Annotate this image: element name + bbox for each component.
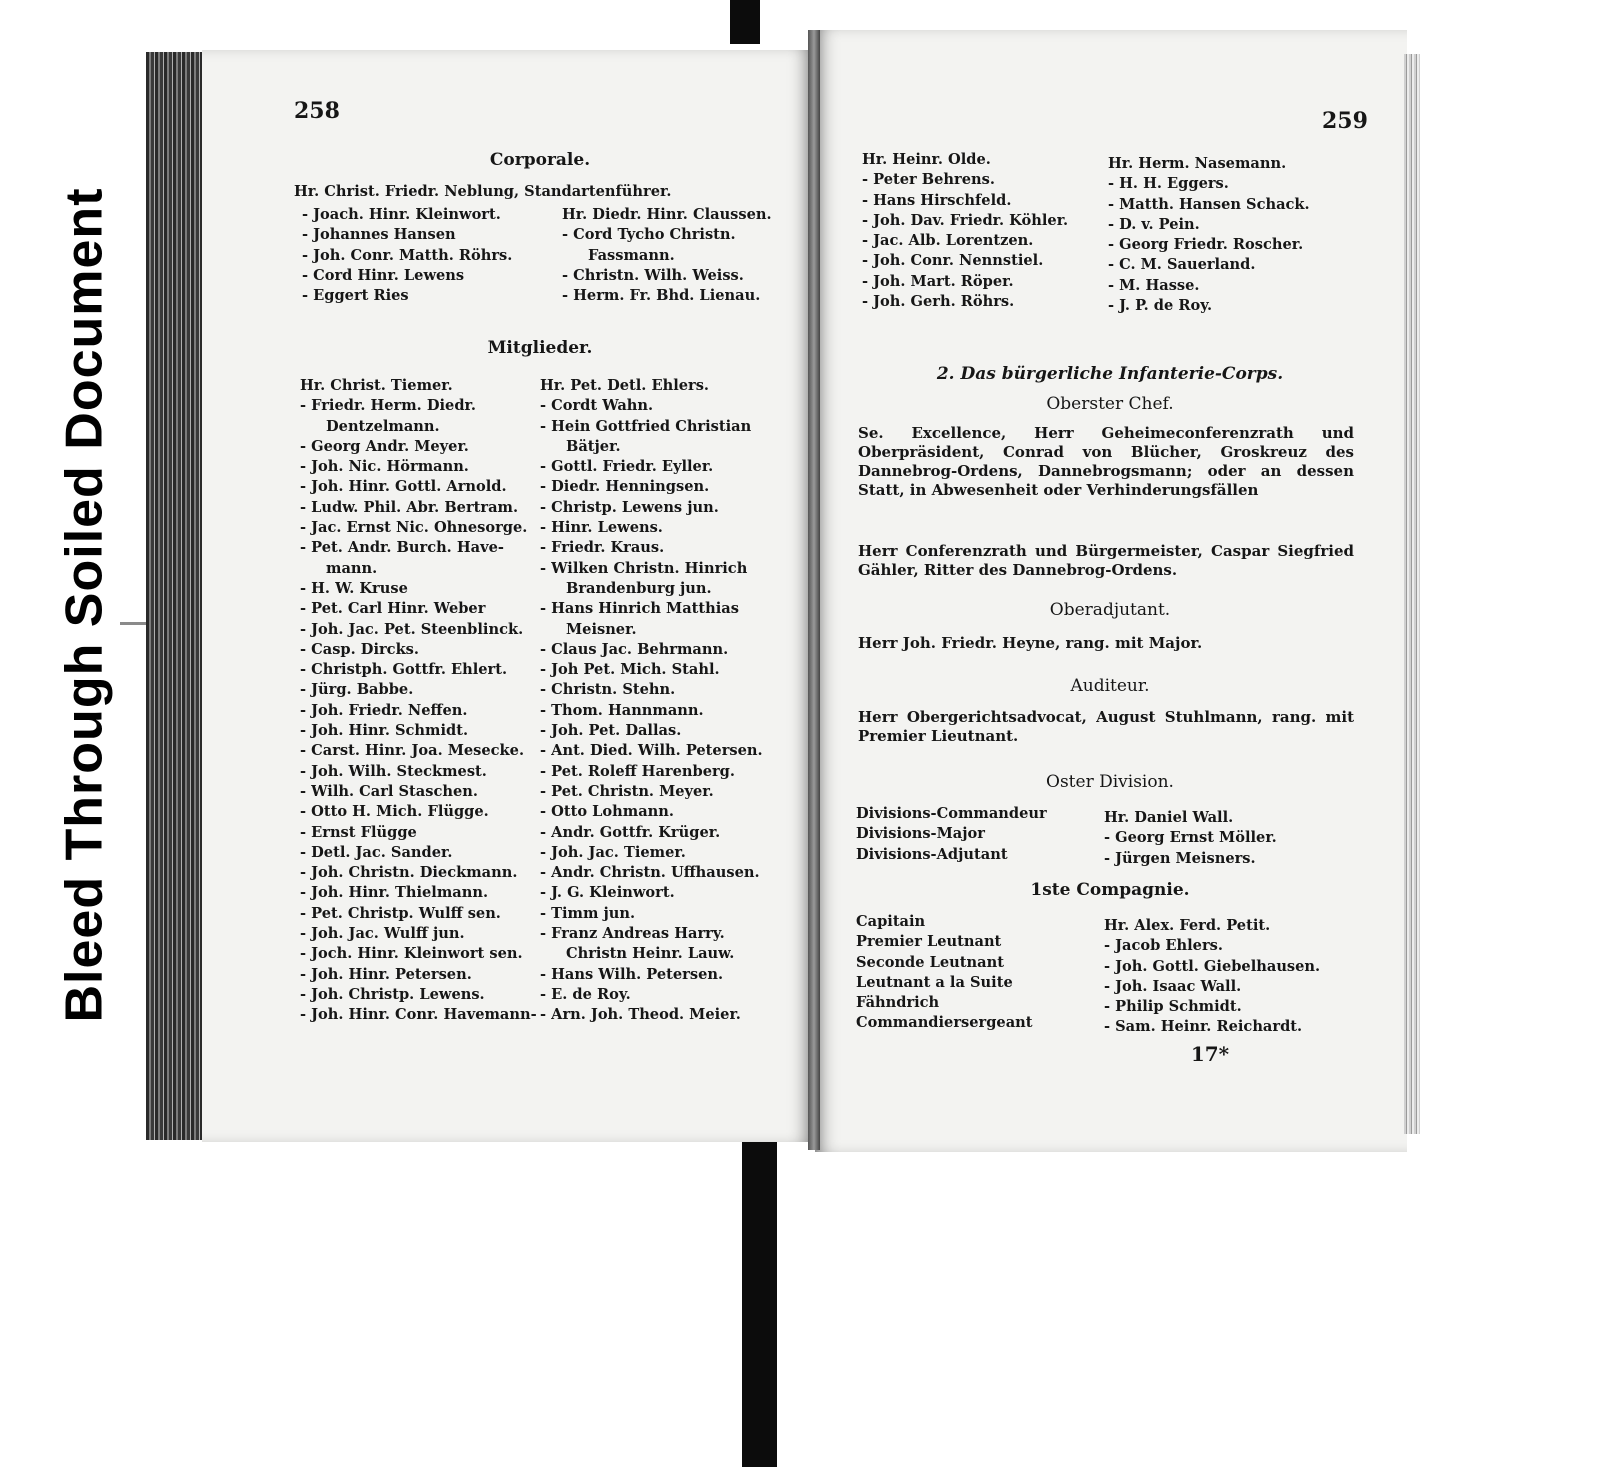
list-item: - Jacob Ehlers. (1104, 937, 1223, 955)
list-item: - Joh. Isaac Wall. (1104, 977, 1242, 995)
list-item: - Christn. Wilh. Weiss. (562, 266, 744, 284)
list-item: - Peter Behrens. (862, 171, 995, 189)
list-item: Hr. Christ. Tiemer. (300, 377, 453, 394)
list-item: - Pet. Carl Hinr. Weber (300, 600, 486, 618)
list-item: - Joh. Hinr. Conr. Havemann- (300, 1006, 537, 1024)
list-item: - Ludw. Phil. Abr. Bertram. (300, 498, 519, 516)
heading-compagnie: 1ste Compagnie. (1030, 880, 1190, 900)
corporale-left-column (302, 205, 512, 306)
list-item: - Joh. Jac. Pet. Steenblinck. (300, 620, 524, 638)
list-item: - Pet. Christn. Meyer. (540, 782, 714, 800)
list-item: - Christph. Gottfr. Ehlert. (300, 661, 508, 679)
list-item: - Matth. Hansen Schack. (1108, 195, 1310, 213)
list-item: - Sam. Heinr. Reichardt. (1104, 1018, 1303, 1036)
list-item: - Gottl. Friedr. Eyller. (540, 458, 714, 476)
list-item: - Pet. Christp. Wulff sen. (300, 904, 501, 922)
list-item: - Hans Wilh. Petersen. (540, 965, 724, 983)
list-item: - Joh. Friedr. Neffen. (300, 701, 468, 719)
list-item: - Joh. Jac. Wulff jun. (300, 925, 465, 943)
list-item: Divisions-Commandeur (856, 805, 1047, 822)
list-item: - Otto H. Mich. Flügge. (300, 803, 489, 821)
list-item: - Christn. Stehn. (540, 681, 676, 699)
list-item: - Friedr. Kraus. (540, 539, 665, 557)
left-page-number: 258 (294, 98, 340, 124)
list-item: - Joh. Wilh. Steckmest. (300, 762, 487, 780)
list-item: Christn Heinr. Lauw. (566, 945, 735, 963)
list-item: - Thom. Hannmann. (540, 701, 704, 719)
binding-strap-bottom (742, 1130, 777, 1467)
list-item: - Timm jun. (540, 904, 636, 922)
list-item: - Ant. Died. Wilh. Petersen. (540, 742, 763, 760)
list-item: - J. P. de Roy. (1108, 297, 1213, 315)
list-item: - Pet. Roleff Harenberg. (540, 762, 735, 780)
list-item: Premier Leutnant (856, 933, 1002, 951)
list-item: - Claus Jac. Behrmann. (540, 640, 729, 658)
list-item: - Joh. Gerh. Röhrs. (862, 293, 1015, 311)
list-item: - Franz Andreas Harry. (540, 925, 725, 943)
list-item: Dentzelmann. (326, 417, 440, 435)
list-item: - Joh. Hinr. Gottl. Arnold. (300, 478, 507, 496)
list-item: - H. H. Eggers. (1108, 175, 1229, 193)
list-item: - Georg Friedr. Roscher. (1108, 236, 1304, 254)
right-top-left-column (862, 150, 1068, 312)
list-item: - Joh. Jac. Tiemer. (540, 843, 686, 861)
list-item: - Ernst Flügge (300, 823, 417, 841)
right-top-right-column (1108, 154, 1310, 316)
list-item: - Jac. Ernst Nic. Ohnesorge. (300, 519, 528, 537)
signature-mark: 17* (1190, 1042, 1230, 1066)
list-item: - Jac. Alb. Lorentzen. (862, 232, 1034, 250)
list-item: - Casp. Dircks. (300, 640, 419, 658)
list-item: - Friedr. Herm. Diedr. (300, 397, 476, 415)
division-names-column (1104, 808, 1277, 869)
list-item: Fassmann. (588, 246, 675, 264)
list-item: - Eggert Ries (302, 287, 409, 305)
list-item: - Joh Pet. Mich. Stahl. (540, 661, 720, 679)
list-item: - Joh. Conr. Matth. Röhrs. (302, 246, 513, 264)
list-item: - Detl. Jac. Sander. (300, 843, 453, 861)
book-gutter (808, 30, 820, 1150)
list-item: Seconde Leutnant (856, 953, 1004, 971)
heading-oster-division: Oster Division. (1046, 772, 1174, 792)
list-item: - Arn. Joh. Theod. Meier. (540, 1006, 741, 1024)
list-item: - Joch. Hinr. Kleinwort sen. (300, 945, 523, 963)
list-item: - M. Hasse. (1108, 276, 1200, 294)
corporale-first-line: Hr. Christ. Friedr. Neblung, Standartenführer. (294, 183, 672, 200)
list-item: Hr. Pet. Detl. Ehlers. (540, 377, 710, 394)
list-item: - Joh. Hinr. Thielmann. (300, 884, 489, 902)
list-item: Commandiersergeant (856, 1014, 1033, 1032)
corporale-right-column (562, 205, 772, 306)
list-item: Hr. Herm. Nasemann. (1108, 155, 1287, 172)
list-item: Leutnant a la Suite (856, 973, 1013, 991)
list-item: - Andr. Gottfr. Krüger. (540, 823, 721, 841)
list-item: - Jürg. Babbe. (300, 681, 414, 699)
list-item: - Cord Hinr. Lewens (302, 266, 465, 284)
list-item: Hr. Alex. Ferd. Petit. (1104, 917, 1271, 934)
side-label-text: Bleed Through Soiled Document (56, 186, 114, 1023)
list-item: - Joh. Hinr. Petersen. (300, 965, 472, 983)
mitglieder-right-column (540, 376, 763, 1026)
binding-strap-top (730, 0, 760, 44)
side-label (38, 92, 132, 1117)
list-item: - J. G. Kleinwort. (540, 884, 675, 902)
list-item: - Otto Lohmann. (540, 803, 674, 821)
list-item: - Joh. Nic. Hörmann. (300, 458, 469, 476)
list-item: - Joh. Christp. Lewens. (300, 985, 485, 1003)
list-item: - Jürgen Meisners. (1104, 849, 1256, 867)
list-item: - Georg Andr. Meyer. (300, 437, 469, 455)
auditeur-text: Herr Obergerichtsadvocat, August Stuhlmann, rang. mit Premier Lieutnant. (858, 708, 1354, 745)
list-item: mann. (326, 559, 378, 577)
list-item: - Joh. Christn. Dieckmann. (300, 864, 518, 882)
mitglieder-left-column (300, 376, 537, 1026)
compagnie-names-column (1104, 916, 1320, 1038)
list-item: Hr. Daniel Wall. (1104, 809, 1234, 826)
list-item: Brandenburg jun. (566, 579, 712, 597)
list-item: - Joach. Hinr. Kleinwort. (302, 206, 501, 223)
heading-mitglieder: Mitglieder. (487, 338, 593, 358)
list-item: - E. de Roy. (540, 985, 631, 1003)
list-item: - Wilken Christn. Hinrich (540, 559, 748, 577)
list-item: - Herm. Fr. Bhd. Lienau. (562, 287, 761, 305)
list-item: - Joh. Dav. Friedr. Köhler. (862, 211, 1069, 229)
right-page-number: 259 (1322, 108, 1368, 134)
list-item: - Wilh. Carl Staschen. (300, 782, 478, 800)
list-item: Meisner. (566, 620, 637, 638)
list-item: Hr. Heinr. Olde. (862, 151, 991, 168)
list-item: - Georg Ernst Möller. (1104, 829, 1277, 847)
list-item: Divisions-Adjutant (856, 845, 1008, 863)
heading-auditeur: Auditeur. (1070, 676, 1150, 696)
list-item: - Joh. Conr. Nennstiel. (862, 252, 1044, 270)
list-item: Fähndrich (856, 994, 940, 1012)
list-item: - Pet. Andr. Burch. Have- (300, 539, 504, 557)
heading-oberster-chef: Oberster Chef. (1046, 394, 1174, 414)
heading-oberadjutant: Oberadjutant. (1049, 600, 1171, 620)
section-title: 2. Das bürgerliche Infanterie-Corps. (936, 364, 1284, 384)
list-item: - Christp. Lewens jun. (540, 498, 719, 516)
division-roles-column (856, 804, 1047, 865)
list-item: - Joh. Pet. Dallas. (540, 722, 682, 740)
list-item: - Cord Tycho Christn. (562, 226, 736, 244)
list-item: - H. W. Kruse (300, 579, 408, 597)
list-item: Capitain (856, 913, 926, 930)
list-item: - D. v. Pein. (1108, 215, 1200, 233)
page-edge-right (1404, 54, 1420, 1134)
oberadjutant-text: Herr Joh. Friedr. Heyne, rang. mit Major. (858, 634, 1203, 652)
list-item: - Andr. Christn. Uffhausen. (540, 864, 760, 882)
list-item: - Hans Hinrich Matthias (540, 600, 739, 618)
heading-corporale: Corporale. (489, 150, 591, 170)
list-item: Bätjer. (566, 437, 621, 455)
compagnie-roles-column (856, 912, 1033, 1034)
list-item: - Johannes Hansen (302, 226, 456, 244)
chef-paragraph: Se. Excellence, Herr Geheimeconferenzrath und Oberpräsident, Conrad von Blücher, Groskreuz des Dannebrog-Ordens, Dannebrogsmann; oder an dessen Statt, in Abwesenheit oder Verhinderungsfällen (858, 424, 1354, 499)
list-item: - Philip Schmidt. (1104, 998, 1242, 1016)
list-item: - Hans Hirschfeld. (862, 191, 1012, 209)
list-item: Divisions-Major (856, 825, 985, 843)
list-item: - Joh. Hinr. Schmidt. (300, 722, 469, 740)
list-item: - Joh. Gottl. Giebelhausen. (1104, 957, 1321, 975)
list-item: - C. M. Sauerland. (1108, 256, 1256, 274)
chef-paragraph-2: Herr Conferenzrath und Bürgermeister, Caspar Siegfried Gähler, Ritter des Dannebrog-Ordens. (858, 542, 1354, 579)
list-item: - Cordt Wahn. (540, 397, 654, 415)
list-item: Hr. Diedr. Hinr. Claussen. (562, 206, 772, 223)
list-item: - Hinr. Lewens. (540, 519, 663, 537)
book-spine-edge (146, 52, 204, 1140)
list-item: - Carst. Hinr. Joa. Mesecke. (300, 742, 525, 760)
list-item: - Hein Gottfried Christian (540, 417, 752, 435)
list-item: - Joh. Mart. Röper. (862, 272, 1014, 290)
list-item: - Diedr. Henningsen. (540, 478, 710, 496)
